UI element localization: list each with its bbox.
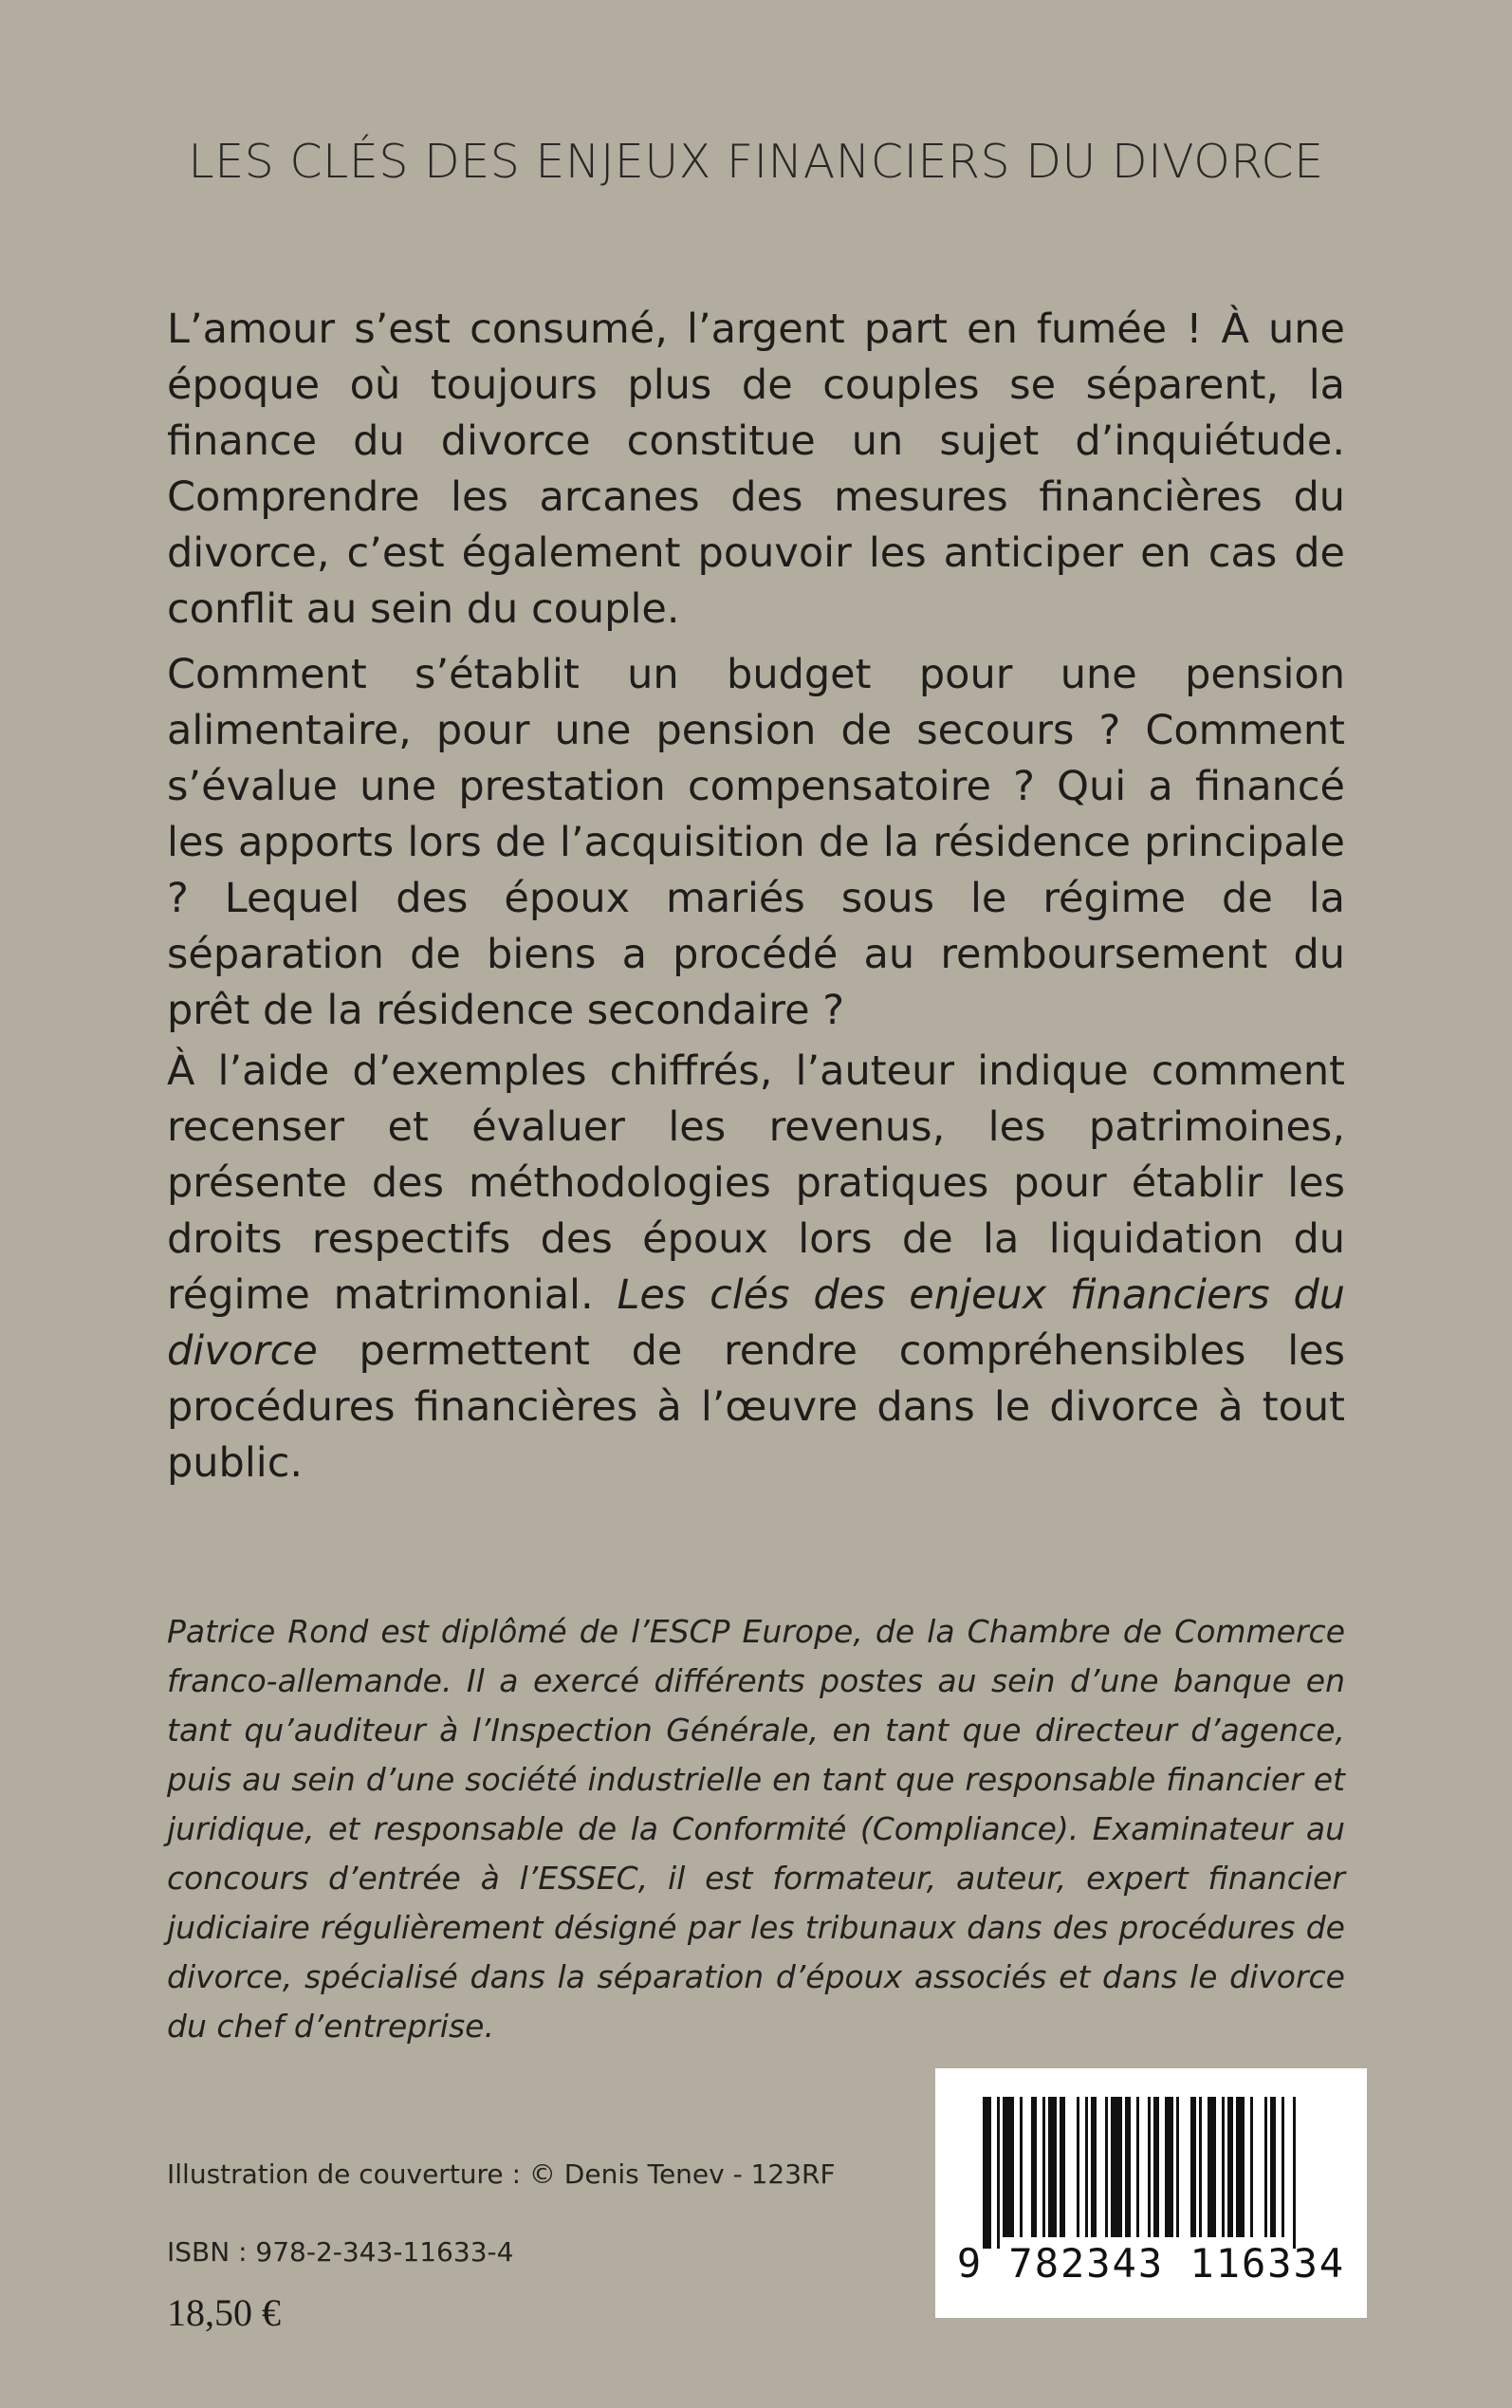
isbn-label: ISBN : 978-2-343-11633-4 bbox=[167, 2236, 514, 2268]
barcode-bar bbox=[1222, 2097, 1225, 2237]
barcode-bar bbox=[1293, 2097, 1296, 2249]
barcode-bar bbox=[1199, 2097, 1202, 2237]
barcode-bar bbox=[1236, 2097, 1245, 2237]
barcode-bar bbox=[1282, 2097, 1284, 2237]
barcode-bar bbox=[1077, 2097, 1079, 2237]
barcode-bar bbox=[1125, 2097, 1131, 2237]
price-label: 18,50 € bbox=[167, 2291, 281, 2334]
illustration-credit: Illustration de couverture : © Denis Tenev - 123RF bbox=[167, 2158, 836, 2190]
barcode-bar bbox=[1208, 2097, 1216, 2237]
barcode-bar bbox=[1190, 2097, 1196, 2237]
barcode-bar bbox=[1148, 2097, 1151, 2237]
barcode-bar bbox=[1060, 2097, 1065, 2237]
blurb-paragraph-1: L’amour s’est consumé, l’argent part en fumée ! À une époque où toujours plus de couples se séparent, la finance du divorce constitue un sujet d’inquiétude. Comprendre les arcanes des mesures financières du divorce, c’est également pouvoir les anticiper en cas de conflit au sein du couple. bbox=[167, 306, 1345, 633]
barcode-bar bbox=[983, 2097, 991, 2249]
barcode-bar bbox=[1048, 2097, 1057, 2237]
blurb-paragraph-2: Comment s’établit un budget pour une pension alimentaire, pour une pension de secours ? Comment s’évalue une prestation compensatoire ? Qui a financé les apports lors de l’acquisition de la résidence principale ? Lequel des époux mariés sous le régime de la séparation de biens a procédé au remboursement du prêt de la résidence secondaire ? bbox=[167, 651, 1345, 1034]
author-bio: Patrice Rond est diplômé de l’ESCP Europe, de la Chambre de Commerce franco-allemande. Il a exercé différents postes au sein d’une banque en tant qu’auditeur à l’Inspection Générale, en tant que directeur d’agence, puis au sein d’une société industrielle en tant que responsable financier et juridique, et responsable de la Conformité (Compliance). Examinateur au concours d’entrée à l’ESSEC, il est formateur, auteur, expert financier judiciaire régulièrement désigné par les tribunaux dans des procédures de divorce, spécialisé dans la séparation d’époux associés et dans le divorce du chef d’entreprise. bbox=[167, 1613, 1345, 2045]
blurb-paragraph-3-end: permettent de rendre compréhensibles les procédures financières à l’œuvre dans le divorce à tout public. bbox=[167, 1327, 1345, 1487]
barcode-bar bbox=[1085, 2097, 1088, 2237]
barcode-bar bbox=[1136, 2097, 1139, 2237]
barcode-bar bbox=[1091, 2097, 1097, 2237]
barcode-bar bbox=[1264, 2097, 1267, 2237]
barcode-bar bbox=[1250, 2097, 1253, 2237]
barcode-bar bbox=[1176, 2097, 1179, 2237]
barcode-bar bbox=[1031, 2097, 1037, 2237]
blurb-paragraph-3 bbox=[167, 1044, 1345, 1491]
barcode-bar bbox=[1111, 2097, 1122, 2237]
book-title-italic: Les clés des enjeux financiers du divorce bbox=[167, 1271, 1345, 1375]
barcode-bar bbox=[1020, 2097, 1023, 2237]
barcode-bar bbox=[1042, 2097, 1045, 2237]
book-title: LES CLÉS DES ENJEUX FINANCIERS DU DIVORCE bbox=[188, 135, 1324, 189]
blurb-paragraph-3-start: À l’aide d’exemples chiffrés, l’auteur indique comment recenser et évaluer les revenus, les patrimoines, présente des méthodologies pratiques pour établir les droits respectifs des époux lors de la liquidation du régime matrimonial. bbox=[167, 1047, 1345, 1319]
barcode-bar bbox=[1153, 2097, 1159, 2237]
barcode-bar bbox=[1270, 2097, 1276, 2237]
barcode-bar bbox=[1165, 2097, 1173, 2237]
barcode-number: 9 782343 116334 bbox=[956, 2240, 1346, 2287]
barcode-bar bbox=[1003, 2097, 1014, 2237]
barcode-bar bbox=[1227, 2097, 1233, 2237]
barcode-panel bbox=[935, 2068, 1367, 2318]
barcode-bar bbox=[1105, 2097, 1108, 2237]
barcode-bar bbox=[997, 2097, 1000, 2249]
